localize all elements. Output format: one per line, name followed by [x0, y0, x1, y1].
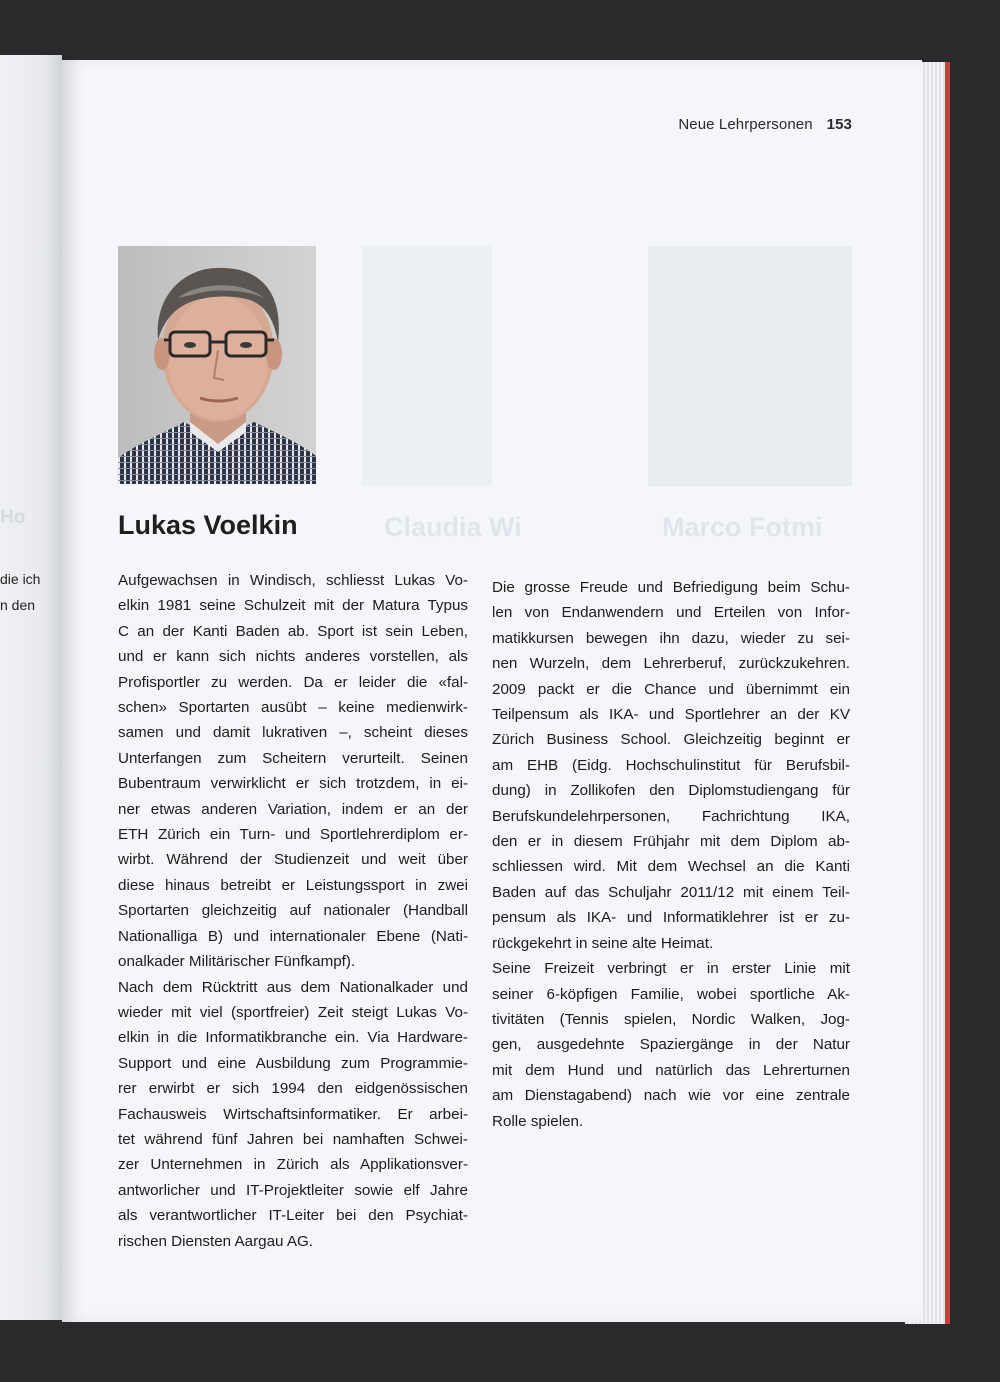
text-line: als verantwortlicher IT-Leiter bei den Psychiat-	[118, 1207, 468, 1225]
page-number: 153	[826, 116, 852, 133]
facing-page-edge	[0, 55, 62, 1320]
text-line: mit dem Hund und natürlich das Lehrerturnen	[492, 1061, 850, 1079]
right-text-column	[492, 575, 850, 1134]
text-line: Nach dem Rücktritt aus dem Nationalkader und	[118, 978, 468, 996]
text-line: nen Wurzeln, dem Lehrerberuf, zurückzukehren.	[492, 655, 850, 673]
text-line: Unterfangen zum Scheitern verurteilt. Seinen	[118, 749, 468, 767]
paragraph	[492, 956, 850, 1134]
running-head	[678, 116, 852, 133]
portrait-image	[118, 246, 316, 484]
show-through-photo	[362, 246, 492, 486]
text-line: rischen Diensten Aargau AG.	[118, 1232, 314, 1250]
text-line: pensum als IKA- und Informatiklehrer ist er zu-	[492, 909, 850, 927]
text-line: 2009 packt er die Chance und übernimmt ein	[492, 680, 850, 698]
text-line: Sportarten gleichzeitig auf nationaler (Handball	[118, 902, 468, 920]
text-line: len von Endanwendern und Erteilen von Infor-	[492, 604, 850, 622]
paragraph	[118, 975, 468, 1254]
text-line: antworlicher und IT-Projektleiter sowie elf Jahre	[118, 1181, 468, 1199]
text-line: schliessen wird. Mit dem Wechsel an die Kanti	[492, 858, 850, 876]
text-line: ner etwas anderen Variation, indem er an der	[118, 800, 468, 818]
text-line: Support und eine Ausbildung zum Programmie-	[118, 1054, 468, 1072]
book-page	[62, 60, 922, 1322]
text-line: schen» Sportarten ausübt – keine medienwirk-	[118, 699, 468, 717]
paragraph	[492, 575, 850, 956]
text-line: Profisportler zu werden. Da er leider die «fal-	[118, 673, 468, 691]
text-line: am EHB (Eidg. Hochschulinstitut für Berufsbil-	[492, 756, 850, 774]
text-line: tivitäten (Tennis spielen, Nordic Walken, Jog-	[492, 1010, 850, 1028]
text-line: Nationalliga B) und internationaler Ebene (Nati-	[118, 927, 468, 945]
text-line: Berufskundelehrpersonen, Fachrichtung IKA,	[492, 807, 850, 825]
text-line: onalkader Militärischer Fünfkampf).	[118, 953, 356, 971]
show-through-heading: Claudia Wi	[384, 512, 522, 542]
text-line: zer Unternehmen in Zürich als Applikationsver-	[118, 1156, 468, 1174]
text-line: Bubentraum verwirklicht er sich trotzdem, in ei-	[118, 775, 468, 793]
text-line: Teilpensum als IKA- und Sportlehrer an der KV	[492, 706, 850, 724]
left-text-column	[118, 568, 468, 1254]
facing-page-ghost-heading: Ho	[0, 507, 26, 528]
red-page-edge	[945, 62, 950, 1324]
text-line: elkin 1981 seine Schulzeit mit der Matura Typus	[118, 597, 468, 615]
text-line: Aufgewachsen in Windisch, schliesst Lukas Vo-	[118, 572, 468, 589]
text-line: wirbt. Während der Studienzeit und weit über	[118, 851, 468, 869]
text-line: Seine Freizeit verbringt er in erster Linie mit	[492, 960, 850, 978]
text-line: ETH Zürich ein Turn- und Sportlehrerdiplom er-	[118, 826, 468, 844]
person-name-heading: Lukas Voelkin	[118, 510, 298, 540]
text-line: Die grosse Freude und Befriedigung beim Schu-	[492, 579, 850, 596]
text-line: Zürich Business School. Gleichzeitig beginnt er	[492, 731, 850, 749]
facing-page-fragment: n den	[0, 597, 36, 613]
text-line: C an der Kanti Baden ab. Sport ist sein Leben,	[118, 622, 468, 640]
text-line: gen, ausgedehnte Spaziergänge in der Natur	[492, 1036, 850, 1054]
text-line: Fachausweis Wirtschaftsinformatiker. Er arbei-	[118, 1105, 468, 1123]
text-line: den er in diesem Frühjahr mit dem Diplom ab-	[492, 833, 850, 851]
text-line: Rolle spielen.	[492, 1112, 584, 1130]
facing-page-fragment: die ich	[0, 571, 41, 587]
text-line: rückgekehrt in seine alte Heimat.	[492, 934, 714, 952]
text-line: rer erwirbt er sich 1994 den eidgenössischen	[118, 1080, 468, 1098]
text-line: matikkursen bewegen ihn dazu, wieder zu sei-	[492, 629, 850, 647]
portrait-photo	[118, 246, 316, 484]
text-line: tet während fünf Jahren bei namhaften Schwei-	[118, 1130, 468, 1148]
text-line: und er kann sich nichts anderes vorstellen, als	[118, 648, 468, 666]
text-line: wieder mit viel (sportfreier) Zeit steigt Lukas Vo-	[118, 1003, 468, 1021]
text-line: seiner 6-köpfigen Familie, wobei sportliche Ak-	[492, 985, 850, 1003]
show-through-heading: Marco Fotmi	[662, 512, 823, 542]
text-line: am Dienstagabend) nach wie vor eine zentrale	[492, 1087, 850, 1105]
section-title: Neue Lehrpersonen	[678, 116, 813, 133]
text-line: samen und damit lukrativen –, scheint dieses	[118, 724, 468, 742]
text-line: diese hinaus betreibt er Leistungssport in zwei	[118, 876, 468, 894]
text-line: Baden auf das Schuljahr 2011/12 mit einem Teil-	[492, 883, 850, 901]
paragraph	[118, 568, 468, 975]
text-line: dung) in Zollikofen den Diplomstudiengang für	[492, 782, 850, 800]
show-through-photo	[648, 246, 852, 486]
text-line: elkin in die Informatikbranche ein. Via Hardware-	[118, 1029, 468, 1047]
